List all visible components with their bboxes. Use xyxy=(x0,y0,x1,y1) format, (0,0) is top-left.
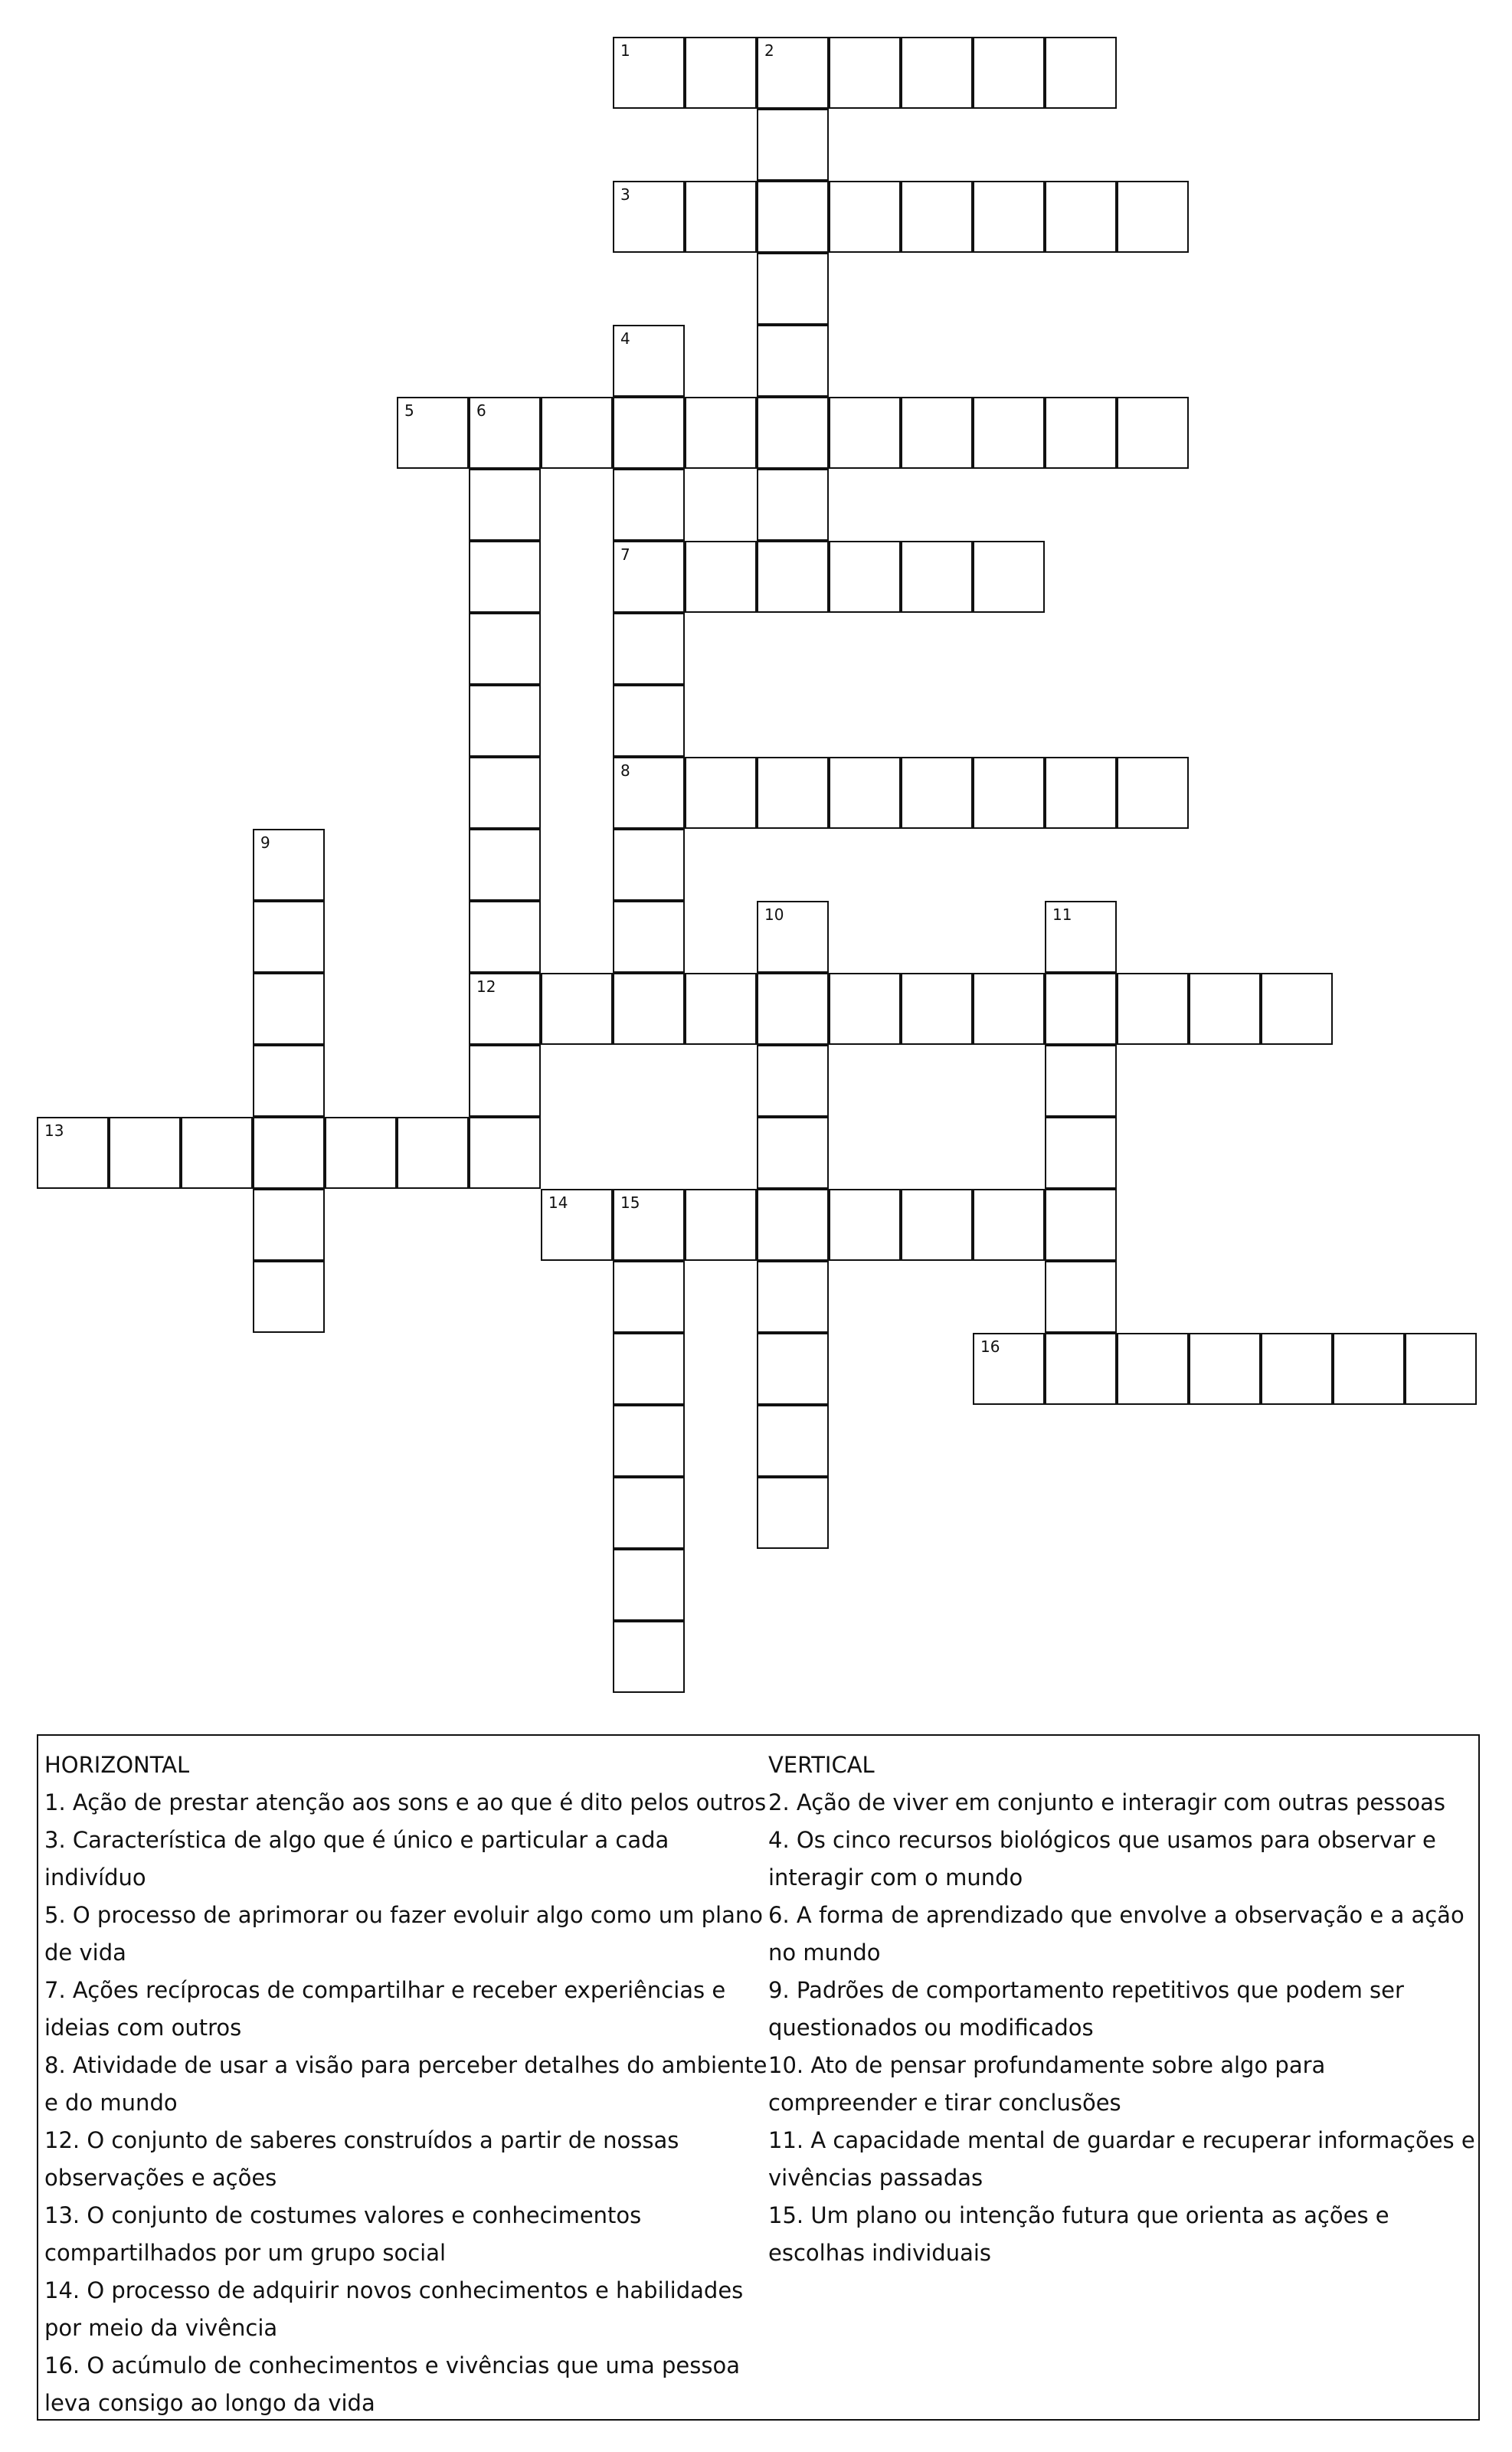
clue-number: 10 xyxy=(764,905,784,924)
horizontal-title: HORIZONTAL xyxy=(44,1752,190,1778)
grid-cell[interactable] xyxy=(613,541,685,613)
horizontal-clues-column xyxy=(44,1747,768,2422)
vertical-clues-column xyxy=(768,1747,1481,2272)
grid-cell[interactable] xyxy=(613,1261,685,1333)
grid-cell[interactable] xyxy=(901,1189,973,1261)
grid-cell[interactable] xyxy=(469,1117,541,1189)
grid-cell[interactable] xyxy=(613,973,685,1045)
grid-cell[interactable] xyxy=(973,37,1045,109)
grid-cell[interactable] xyxy=(901,397,973,469)
grid-cell[interactable] xyxy=(901,181,973,253)
grid-cell[interactable] xyxy=(757,1405,829,1477)
grid-cell[interactable] xyxy=(829,973,901,1045)
grid-cell[interactable] xyxy=(469,469,541,541)
grid-cell[interactable] xyxy=(685,37,757,109)
grid-cell[interactable] xyxy=(613,469,685,541)
grid-cell[interactable] xyxy=(469,397,541,469)
grid-cell[interactable] xyxy=(685,541,757,613)
grid-cell[interactable] xyxy=(613,325,685,397)
grid-cell[interactable] xyxy=(1117,397,1189,469)
clue-v-4: 4. Os cinco recursos biológicos que usamos para observar e interagir com o mundo xyxy=(768,1827,1436,1891)
clue-number: 16 xyxy=(980,1337,1000,1356)
grid-cell[interactable] xyxy=(685,757,757,829)
grid-cell[interactable] xyxy=(829,37,901,109)
clue-number: 4 xyxy=(620,329,630,348)
grid-cell[interactable] xyxy=(1189,973,1261,1045)
grid-cell[interactable] xyxy=(613,1333,685,1405)
grid-cell[interactable] xyxy=(973,1189,1045,1261)
grid-cell[interactable] xyxy=(253,1261,325,1333)
grid-cell[interactable] xyxy=(1045,1117,1117,1189)
grid-cell[interactable] xyxy=(901,973,973,1045)
grid-cell[interactable] xyxy=(1117,973,1189,1045)
grid-cell[interactable] xyxy=(1045,37,1117,109)
grid-cell[interactable] xyxy=(757,1477,829,1549)
grid-cell[interactable] xyxy=(973,397,1045,469)
clue-h-7: 7. Ações recíprocas de compartilhar e receber experiências e ideias com outros xyxy=(44,1977,726,2041)
grid-cell[interactable] xyxy=(901,541,973,613)
clue-v-11: 11. A capacidade mental de guardar e recuperar informações e vivências passadas xyxy=(768,2127,1475,2191)
clue-number: 1 xyxy=(620,41,630,60)
clue-number: 9 xyxy=(260,833,270,852)
clue-number: 11 xyxy=(1052,905,1072,924)
grid-cell[interactable] xyxy=(613,1549,685,1621)
grid-cell[interactable] xyxy=(613,1477,685,1549)
clues-box xyxy=(37,1734,1480,2421)
grid-cell[interactable] xyxy=(613,1189,685,1261)
clue-number: 13 xyxy=(44,1121,64,1140)
clue-v-15: 15. Um plano ou intenção futura que orienta as ações e escolhas individuais xyxy=(768,2202,1389,2266)
clue-number: 6 xyxy=(476,401,486,420)
grid-cell[interactable] xyxy=(757,1189,829,1261)
grid-cell[interactable] xyxy=(973,973,1045,1045)
grid-cell[interactable] xyxy=(469,757,541,829)
grid-cell[interactable] xyxy=(685,181,757,253)
grid-cell[interactable] xyxy=(541,973,613,1045)
grid-cell[interactable] xyxy=(541,397,613,469)
grid-cell[interactable] xyxy=(397,397,469,469)
clue-h-16: 16. O acúmulo de conhecimentos e vivências que uma pessoa leva consigo ao longo da vida xyxy=(44,2352,741,2416)
grid-cell[interactable] xyxy=(757,37,829,109)
grid-cell[interactable] xyxy=(469,829,541,901)
grid-cell[interactable] xyxy=(685,973,757,1045)
grid-cell[interactable] xyxy=(757,181,829,253)
grid-cell[interactable] xyxy=(757,1045,829,1117)
grid-cell[interactable] xyxy=(829,757,901,829)
grid-cell[interactable] xyxy=(613,901,685,973)
clue-h-5: 5. O processo de aprimorar ou fazer evoluir algo como um plano de vida xyxy=(44,1902,763,1966)
grid-cell[interactable] xyxy=(757,541,829,613)
clue-number: 8 xyxy=(620,761,630,780)
grid-cell[interactable] xyxy=(901,757,973,829)
clue-number: 5 xyxy=(404,401,414,420)
grid-cell[interactable] xyxy=(253,829,325,901)
grid-cell[interactable] xyxy=(1045,757,1117,829)
clue-number: 2 xyxy=(764,41,774,60)
grid-cell[interactable] xyxy=(181,1117,253,1189)
grid-cell[interactable] xyxy=(109,1117,181,1189)
grid-cell[interactable] xyxy=(397,1117,469,1189)
grid-cell[interactable] xyxy=(901,37,973,109)
clue-number: 12 xyxy=(476,977,496,996)
grid-cell[interactable] xyxy=(37,1117,109,1189)
grid-cell[interactable] xyxy=(253,973,325,1045)
grid-cell[interactable] xyxy=(253,901,325,973)
clue-h-12: 12. O conjunto de saberes construídos a partir de nossas observações e ações xyxy=(44,2127,679,2191)
grid-cell[interactable] xyxy=(1333,1333,1405,1405)
grid-cell[interactable] xyxy=(613,685,685,757)
grid-cell[interactable] xyxy=(253,1117,325,1189)
grid-cell[interactable] xyxy=(1045,181,1117,253)
grid-cell[interactable] xyxy=(973,1333,1045,1405)
grid-cell[interactable] xyxy=(685,397,757,469)
grid-cell[interactable] xyxy=(1405,1333,1477,1405)
grid-cell[interactable] xyxy=(757,325,829,397)
grid-cell[interactable] xyxy=(757,253,829,325)
clue-v-9: 9. Padrões de comportamento repetitivos que podem ser questionados ou modificados xyxy=(768,1977,1404,2041)
grid-cell[interactable] xyxy=(1045,1333,1117,1405)
clue-number: 15 xyxy=(620,1193,640,1212)
grid-cell[interactable] xyxy=(613,181,685,253)
grid-cell[interactable] xyxy=(613,397,685,469)
vertical-title: VERTICAL xyxy=(768,1752,875,1778)
grid-cell[interactable] xyxy=(469,541,541,613)
grid-cell[interactable] xyxy=(1189,1333,1261,1405)
clue-number: 3 xyxy=(620,185,630,204)
clue-number: 7 xyxy=(620,545,630,564)
grid-cell[interactable] xyxy=(1117,757,1189,829)
clue-v-10: 10. Ato de pensar profundamente sobre algo para compreender e tirar conclusões xyxy=(768,2052,1326,2116)
grid-cell[interactable] xyxy=(829,181,901,253)
grid-cell[interactable] xyxy=(469,1045,541,1117)
grid-cell[interactable] xyxy=(757,1261,829,1333)
grid-cell[interactable] xyxy=(469,901,541,973)
grid-cell[interactable] xyxy=(253,1189,325,1261)
grid-cell[interactable] xyxy=(1045,1189,1117,1261)
grid-cell[interactable] xyxy=(757,901,829,973)
grid-cell[interactable] xyxy=(685,1189,757,1261)
clue-h-13: 13. O conjunto de costumes valores e conhecimentos compartilhados por um grupo social xyxy=(44,2202,642,2266)
grid-cell[interactable] xyxy=(469,613,541,685)
grid-cell[interactable] xyxy=(757,973,829,1045)
grid-cell[interactable] xyxy=(1261,1333,1333,1405)
clue-v-6: 6. A forma de aprendizado que envolve a observação e a ação no mundo xyxy=(768,1902,1465,1966)
clue-h-14: 14. O processo de adquirir novos conhecimentos e habilidades por meio da vivência xyxy=(44,2277,744,2341)
grid-cell[interactable] xyxy=(1045,397,1117,469)
grid-cell[interactable] xyxy=(1045,901,1117,973)
grid-cell[interactable] xyxy=(973,181,1045,253)
grid-cell[interactable] xyxy=(613,613,685,685)
grid-cell[interactable] xyxy=(613,1405,685,1477)
grid-cell[interactable] xyxy=(829,397,901,469)
grid-cell[interactable] xyxy=(325,1117,397,1189)
grid-cell[interactable] xyxy=(541,1189,613,1261)
grid-cell[interactable] xyxy=(757,1117,829,1189)
clue-h-1: 1. Ação de prestar atenção aos sons e ao que é dito pelos outros xyxy=(44,1789,767,1815)
grid-cell[interactable] xyxy=(757,757,829,829)
grid-cell[interactable] xyxy=(973,541,1045,613)
grid-cell[interactable] xyxy=(973,757,1045,829)
grid-cell[interactable] xyxy=(1117,1333,1189,1405)
grid-cell[interactable] xyxy=(1045,1045,1117,1117)
clue-h-3: 3. Característica de algo que é único e particular a cada indivíduo xyxy=(44,1827,669,1891)
grid-cell[interactable] xyxy=(829,1189,901,1261)
grid-cell[interactable] xyxy=(1117,181,1189,253)
grid-cell[interactable] xyxy=(253,1045,325,1117)
grid-cell[interactable] xyxy=(1045,1261,1117,1333)
grid-cell[interactable] xyxy=(757,469,829,541)
grid-cell[interactable] xyxy=(613,1621,685,1693)
grid-cell[interactable] xyxy=(1261,973,1333,1045)
grid-cell[interactable] xyxy=(757,397,829,469)
clue-h-8: 8. Atividade de usar a visão para perceber detalhes do ambiente e do mundo xyxy=(44,2052,767,2116)
grid-cell[interactable] xyxy=(757,109,829,181)
grid-cell[interactable] xyxy=(757,1333,829,1405)
grid-cell[interactable] xyxy=(613,829,685,901)
clue-v-2: 2. Ação de viver em conjunto e interagir com outras pessoas xyxy=(768,1789,1446,1815)
grid-cell[interactable] xyxy=(469,685,541,757)
clue-number: 14 xyxy=(548,1193,568,1212)
grid-cell[interactable] xyxy=(613,757,685,829)
grid-cell[interactable] xyxy=(613,37,685,109)
grid-cell[interactable] xyxy=(1045,973,1117,1045)
grid-cell[interactable] xyxy=(829,541,901,613)
grid-cell[interactable] xyxy=(469,973,541,1045)
